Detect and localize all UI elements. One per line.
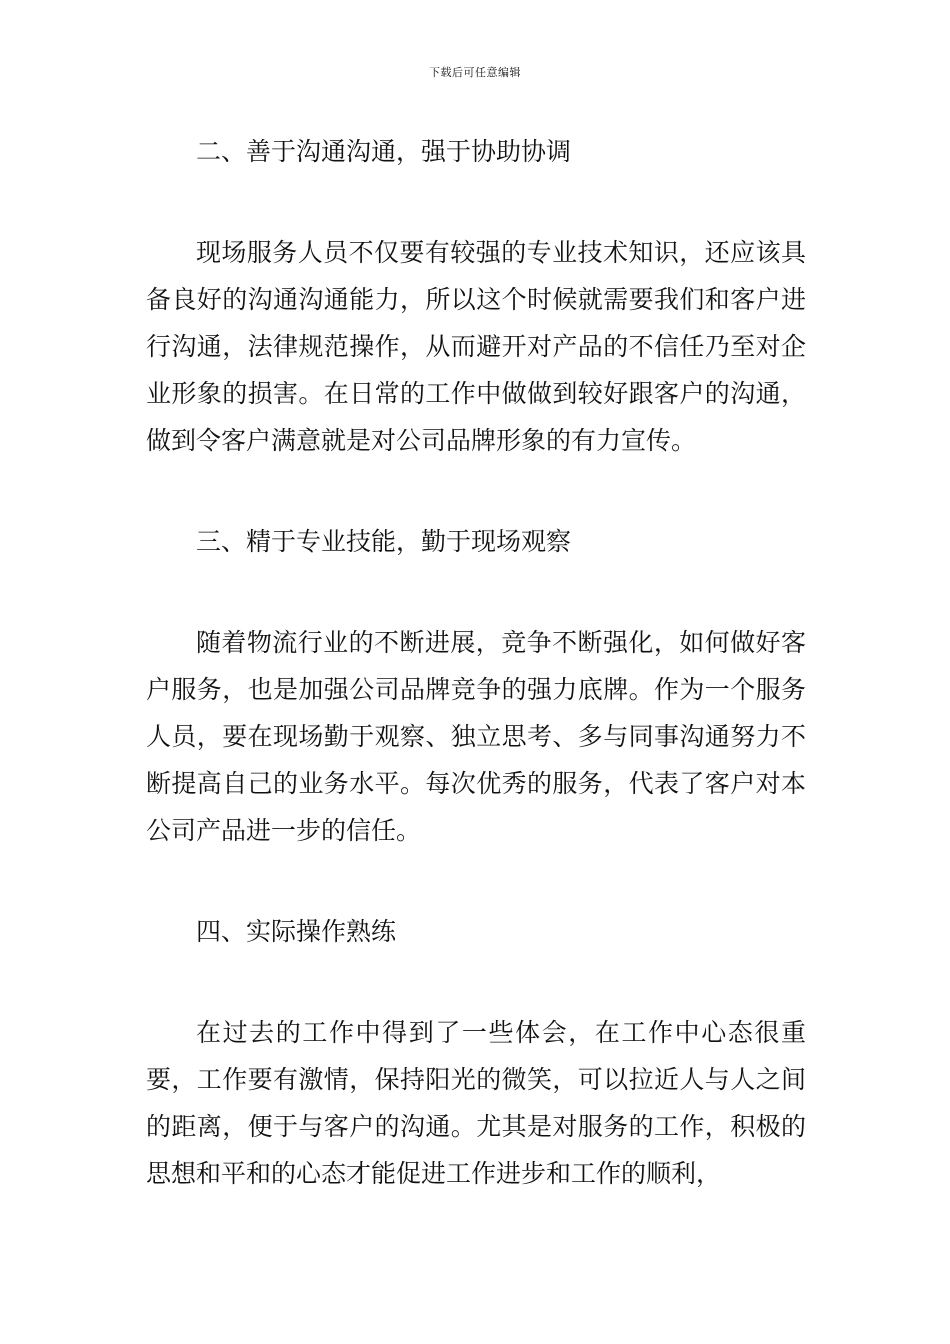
spacer bbox=[146, 565, 806, 619]
spacer bbox=[146, 175, 806, 229]
document-body bbox=[146, 128, 806, 1197]
section-paragraph-2: 现场服务人员不仅要有较强的专业技术知识，还应该具备良好的沟通沟通能力，所以这个时候就需要我们和客户进行沟通，法律规范操作，从而避开对产品的不信任乃至对企业形象的损害。在日常的工作中做做到较好跟客户的沟通，做到令客户满意就是对公司品牌形象的有力宣传。 bbox=[146, 238, 806, 455]
spacer bbox=[146, 854, 806, 908]
section-paragraph-3: 随着物流行业的不断进展，竞争不断强化，如何做好客户服务，也是加强公司品牌竞争的强力底牌。作为一个服务人员，要在现场勤于观察、独立思考、多与同事沟通努力不断提高自己的业务水平。每次优秀的服务，代表了客户对本公司产品进一步的信任。 bbox=[146, 628, 806, 845]
spacer bbox=[146, 464, 806, 518]
section-heading-2: 二、善于沟通沟通，强于协助协调 bbox=[196, 137, 572, 166]
page-header: 下载后可任意编辑 bbox=[429, 66, 521, 79]
section-paragraph-4: 在过去的工作中得到了一些体会，在工作中心态很重要，工作要有激情，保持阳光的微笑，可以拉近人与人之间的距离，便于与客户的沟通。尤其是对服务的工作，积极的思想和平和的心态才能促进工作进步和工作的顺利， bbox=[146, 1018, 806, 1188]
spacer bbox=[146, 955, 806, 1009]
section-heading-4: 四、实际操作熟练 bbox=[196, 917, 397, 946]
section-heading-3: 三、精于专业技能，勤于现场观察 bbox=[196, 527, 572, 556]
